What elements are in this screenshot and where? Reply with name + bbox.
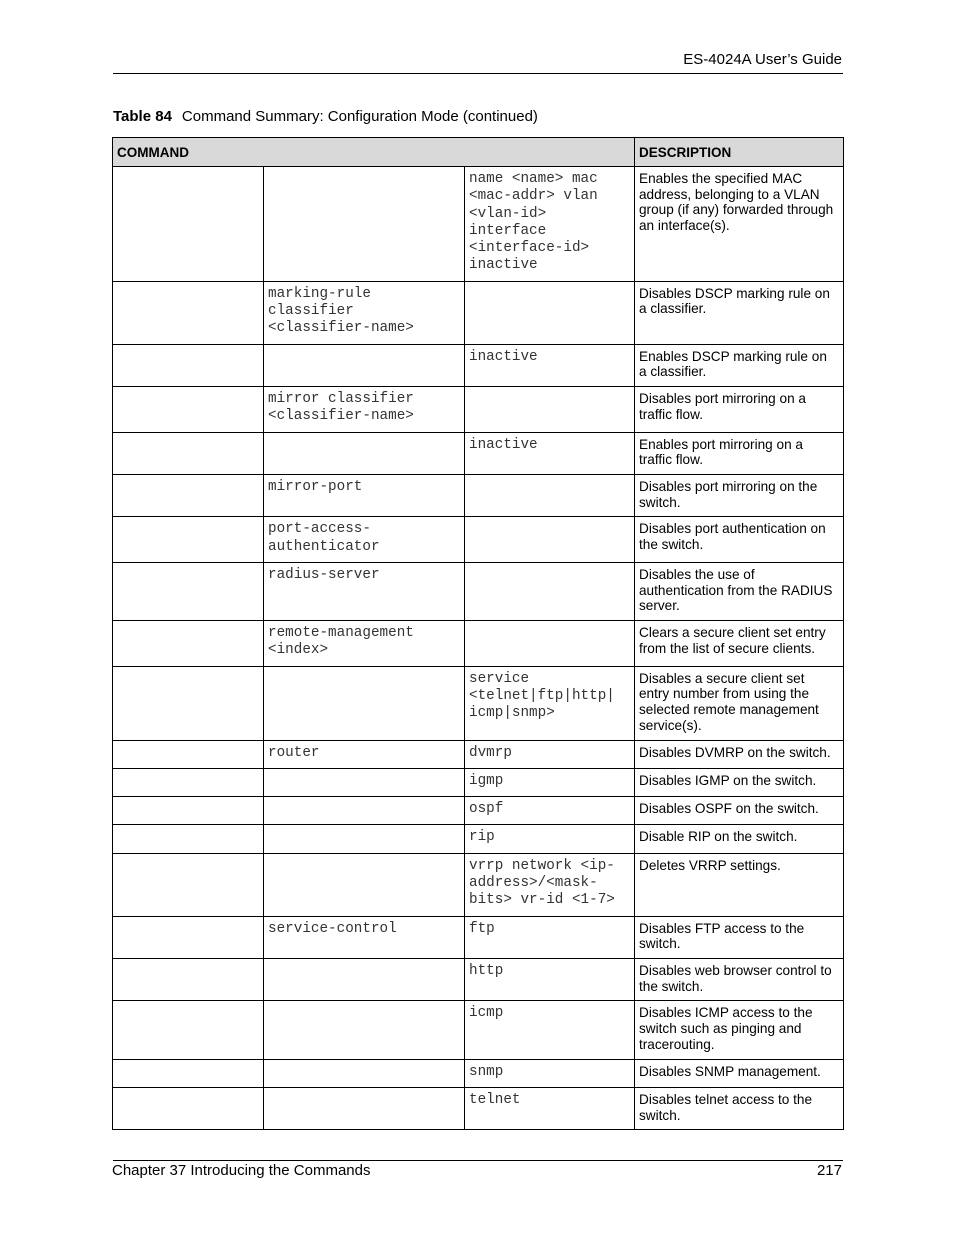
command-cell-level2 — [264, 916, 465, 958]
description-cell — [635, 825, 844, 853]
command-cell-level1 — [113, 1001, 264, 1059]
description-cell-line: Clears a secure client set entry — [639, 625, 826, 641]
table-row — [113, 1001, 844, 1059]
command-cell-level1 — [113, 167, 264, 282]
description-cell — [635, 517, 844, 563]
description-cell-line: service(s). — [639, 717, 702, 733]
command-cell-level3-line: <telnet|ftp|http| — [469, 688, 615, 705]
table-row — [113, 475, 844, 517]
description-cell-line: a classifier. — [639, 364, 707, 380]
table-row — [113, 281, 844, 344]
command-cell-level3 — [465, 281, 635, 344]
command-cell-level1 — [113, 475, 264, 517]
command-cell-level3-line: vrrp network <ip- — [469, 857, 615, 874]
table-caption — [113, 108, 538, 125]
description-cell-line: the switch. — [639, 978, 704, 994]
command-cell-level2 — [264, 959, 465, 1001]
command-cell-level3-line: http — [469, 963, 504, 980]
command-cell-level1 — [113, 281, 264, 344]
command-cell-level3 — [465, 387, 635, 433]
command-cell-level2 — [264, 563, 465, 621]
command-cell-level2 — [264, 1059, 465, 1087]
command-cell-level3 — [465, 1059, 635, 1087]
description-cell — [635, 959, 844, 1001]
table-body — [113, 167, 844, 1130]
description-cell-line: Disables port mirroring on a — [639, 391, 806, 407]
description-cell-line: from the list of secure clients. — [639, 640, 816, 656]
description-cell-line: Disables ICMP access to the — [639, 1005, 813, 1021]
table-header-row — [113, 138, 844, 167]
command-cell-level2-line: mirror classifier — [268, 391, 414, 408]
table-row — [113, 740, 844, 768]
footer-page-number: 217 — [816, 1162, 842, 1179]
command-cell-level3-line: igmp — [469, 772, 504, 789]
command-cell-level2 — [264, 475, 465, 517]
description-cell-line: Disables telnet access to the — [639, 1091, 813, 1107]
command-cell-level2-line: classifier — [268, 303, 354, 320]
command-cell-level3-line: icmp — [469, 1005, 504, 1022]
command-cell-level3-line: inactive — [469, 257, 538, 274]
command-cell-level2-line: router — [268, 744, 320, 761]
command-cell-level3 — [465, 1001, 635, 1059]
command-cell-level2-line: <classifier-name> — [268, 408, 414, 425]
table-row — [113, 517, 844, 563]
footer-rule — [113, 1160, 843, 1161]
command-cell-level2 — [264, 666, 465, 740]
command-cell-level3-line: telnet — [469, 1091, 521, 1108]
description-cell-line: switch. — [639, 936, 681, 952]
command-cell-level2 — [264, 1087, 465, 1129]
table-caption-text: Command Summary: Configuration Mode (continued) — [181, 108, 538, 125]
command-cell-level3-line: name <name> mac — [469, 171, 598, 187]
command-cell-level1 — [113, 740, 264, 768]
description-cell-line: Deletes VRRP settings. — [639, 857, 781, 873]
table-row — [113, 768, 844, 796]
description-cell-line: Disables DVMRP on the switch. — [639, 744, 831, 760]
description-cell — [635, 797, 844, 825]
command-cell-level3-line: dvmrp — [469, 744, 512, 761]
description-cell-line: authentication from the RADIUS — [639, 582, 833, 598]
description-cell-line: selected remote management — [639, 702, 819, 718]
description-cell — [635, 432, 844, 474]
command-cell-level3-line: bits> vr-id <1-7> — [469, 892, 615, 909]
command-cell-level1 — [113, 1087, 264, 1129]
description-cell-line: a classifier. — [639, 301, 707, 317]
description-cell-line: traffic flow. — [639, 406, 703, 422]
command-cell-level2 — [264, 621, 465, 667]
table-row — [113, 825, 844, 853]
table-row — [113, 344, 844, 386]
description-cell-line: Disables OSPF on the switch. — [639, 801, 819, 817]
description-cell — [635, 475, 844, 517]
command-cell-level2-line: <classifier-name> — [268, 320, 414, 337]
command-cell-level3 — [465, 825, 635, 853]
description-cell-line: address, belonging to a VLAN — [639, 186, 820, 202]
table-row — [113, 853, 844, 916]
command-cell-level1 — [113, 517, 264, 563]
command-cell-level1 — [113, 432, 264, 474]
description-cell-line: Disables SNMP management. — [639, 1063, 821, 1079]
command-cell-level3 — [465, 916, 635, 958]
command-cell-level2-line: mirror-port — [268, 479, 363, 496]
table-row — [113, 1087, 844, 1129]
command-cell-level3-line: <mac-addr> vlan — [469, 188, 598, 205]
command-cell-level3 — [465, 621, 635, 667]
command-cell-level1 — [113, 666, 264, 740]
description-cell — [635, 853, 844, 916]
description-cell-line: Disables FTP access to the — [639, 920, 805, 936]
table-row — [113, 797, 844, 825]
command-cell-level2 — [264, 853, 465, 916]
command-cell-level1 — [113, 768, 264, 796]
description-cell — [635, 740, 844, 768]
command-cell-level2 — [264, 387, 465, 433]
description-cell-line: traffic flow. — [639, 452, 703, 468]
command-cell-level1 — [113, 621, 264, 667]
command-cell-level3 — [465, 432, 635, 474]
description-cell-line: tracerouting. — [639, 1036, 715, 1052]
command-cell-level2 — [264, 797, 465, 825]
command-cell-level2-line: marking-rule — [268, 285, 371, 302]
description-cell — [635, 1087, 844, 1129]
command-cell-level2-line: authenticator — [268, 538, 380, 555]
command-cell-level3 — [465, 1087, 635, 1129]
command-cell-level3-line: inactive — [469, 348, 538, 365]
command-cell-level1 — [113, 825, 264, 853]
guide-title: ES-4024A User’s Guide — [683, 51, 842, 68]
command-cell-level1 — [113, 563, 264, 621]
command-cell-level3 — [465, 517, 635, 563]
command-cell-level3 — [465, 797, 635, 825]
command-cell-level2-line: service-control — [268, 920, 397, 937]
table-row — [113, 666, 844, 740]
description-cell-line: server. — [639, 598, 680, 614]
command-cell-level2-line: radius-server — [268, 567, 380, 584]
command-cell-level1 — [113, 797, 264, 825]
footer-chapter: Chapter 37 Introducing the Commands — [112, 1162, 371, 1179]
command-cell-level3-line: address>/<mask- — [469, 875, 598, 892]
header-rule — [113, 73, 843, 74]
command-cell-level2 — [264, 740, 465, 768]
command-cell-level3-line: inactive — [469, 436, 538, 453]
command-cell-level3-line: ftp — [469, 920, 495, 937]
command-cell-level1 — [113, 853, 264, 916]
command-cell-level3 — [465, 959, 635, 1001]
table-row — [113, 432, 844, 474]
description-cell — [635, 1059, 844, 1087]
description-cell-line: switch such as pinging and — [639, 1021, 802, 1037]
table-row — [113, 621, 844, 667]
description-cell-line: Disables web browser control to — [639, 963, 832, 979]
description-cell — [635, 621, 844, 667]
description-cell — [635, 768, 844, 796]
command-cell-level1 — [113, 387, 264, 433]
description-cell — [635, 344, 844, 386]
description-cell — [635, 666, 844, 740]
command-cell-level2 — [264, 517, 465, 563]
command-cell-level2 — [264, 167, 465, 282]
command-cell-level2 — [264, 281, 465, 344]
table-caption-label: Table 84 — [113, 108, 172, 125]
description-cell-line: Disables IGMP on the switch. — [639, 772, 817, 788]
description-cell — [635, 916, 844, 958]
description-column-header: DESCRIPTION — [635, 138, 844, 167]
command-cell-level3 — [465, 344, 635, 386]
command-summary-table — [112, 137, 844, 1130]
command-cell-level2 — [264, 768, 465, 796]
description-cell — [635, 563, 844, 621]
command-cell-level1 — [113, 1059, 264, 1087]
command-cell-level3 — [465, 666, 635, 740]
table-row — [113, 916, 844, 958]
table-row — [113, 959, 844, 1001]
command-cell-level2 — [264, 1001, 465, 1059]
description-cell-line: switch. — [639, 1107, 681, 1123]
command-cell-level3-line: <interface-id> — [469, 240, 590, 257]
command-cell-level2 — [264, 344, 465, 386]
description-cell — [635, 1001, 844, 1059]
command-cell-level3-line: <vlan-id> — [469, 205, 547, 222]
command-cell-level1 — [113, 344, 264, 386]
description-cell-line: group (if any) forwarded through — [639, 202, 834, 218]
table-row — [113, 387, 844, 433]
command-cell-level3-line: snmp — [469, 1063, 504, 1080]
table-row — [113, 1059, 844, 1087]
description-cell-line: Enables DSCP marking rule on — [639, 348, 827, 364]
command-cell-level1 — [113, 959, 264, 1001]
command-cell-level3-line: icmp|snmp> — [469, 705, 555, 722]
description-cell — [635, 387, 844, 433]
description-cell — [635, 281, 844, 344]
command-cell-level2 — [264, 432, 465, 474]
description-cell-line: an interface(s). — [639, 218, 730, 234]
command-cell-level3-line: service — [469, 670, 530, 687]
command-cell-level3 — [465, 853, 635, 916]
command-cell-level3-line: ospf — [469, 801, 504, 818]
command-cell-level3-line: rip — [469, 829, 495, 846]
command-cell-level1 — [113, 916, 264, 958]
description-cell-line: Enables port mirroring on a — [639, 436, 803, 452]
command-cell-level3 — [465, 740, 635, 768]
command-cell-level3-line: interface — [469, 222, 547, 239]
description-cell-line: Disables port authentication on — [639, 521, 826, 537]
description-cell-line: switch. — [639, 494, 681, 510]
command-cell-level3 — [465, 563, 635, 621]
command-cell-level2-line: <index> — [268, 642, 329, 659]
command-cell-level3 — [465, 167, 635, 282]
description-cell-line: Disable RIP on the switch. — [639, 829, 798, 845]
table-row — [113, 167, 844, 282]
command-cell-level3 — [465, 768, 635, 796]
command-cell-level2-line: remote-management — [268, 625, 414, 642]
command-cell-level3 — [465, 475, 635, 517]
description-cell-line: Disables DSCP marking rule on — [639, 285, 830, 301]
command-cell-level2-line: port-access- — [268, 521, 371, 538]
command-cell-level2 — [264, 825, 465, 853]
command-column-header: COMMAND — [113, 138, 635, 167]
description-cell-line: the switch. — [639, 537, 704, 553]
description-cell — [635, 167, 844, 282]
description-cell-line: Enables the specified MAC — [639, 171, 803, 186]
description-cell-line: entry number from using the — [639, 686, 810, 702]
description-cell-line: Disables port mirroring on the — [639, 479, 818, 495]
description-cell-line: Disables a secure client set — [639, 670, 805, 686]
description-cell-line: Disables the use of — [639, 567, 755, 583]
table-row — [113, 563, 844, 621]
